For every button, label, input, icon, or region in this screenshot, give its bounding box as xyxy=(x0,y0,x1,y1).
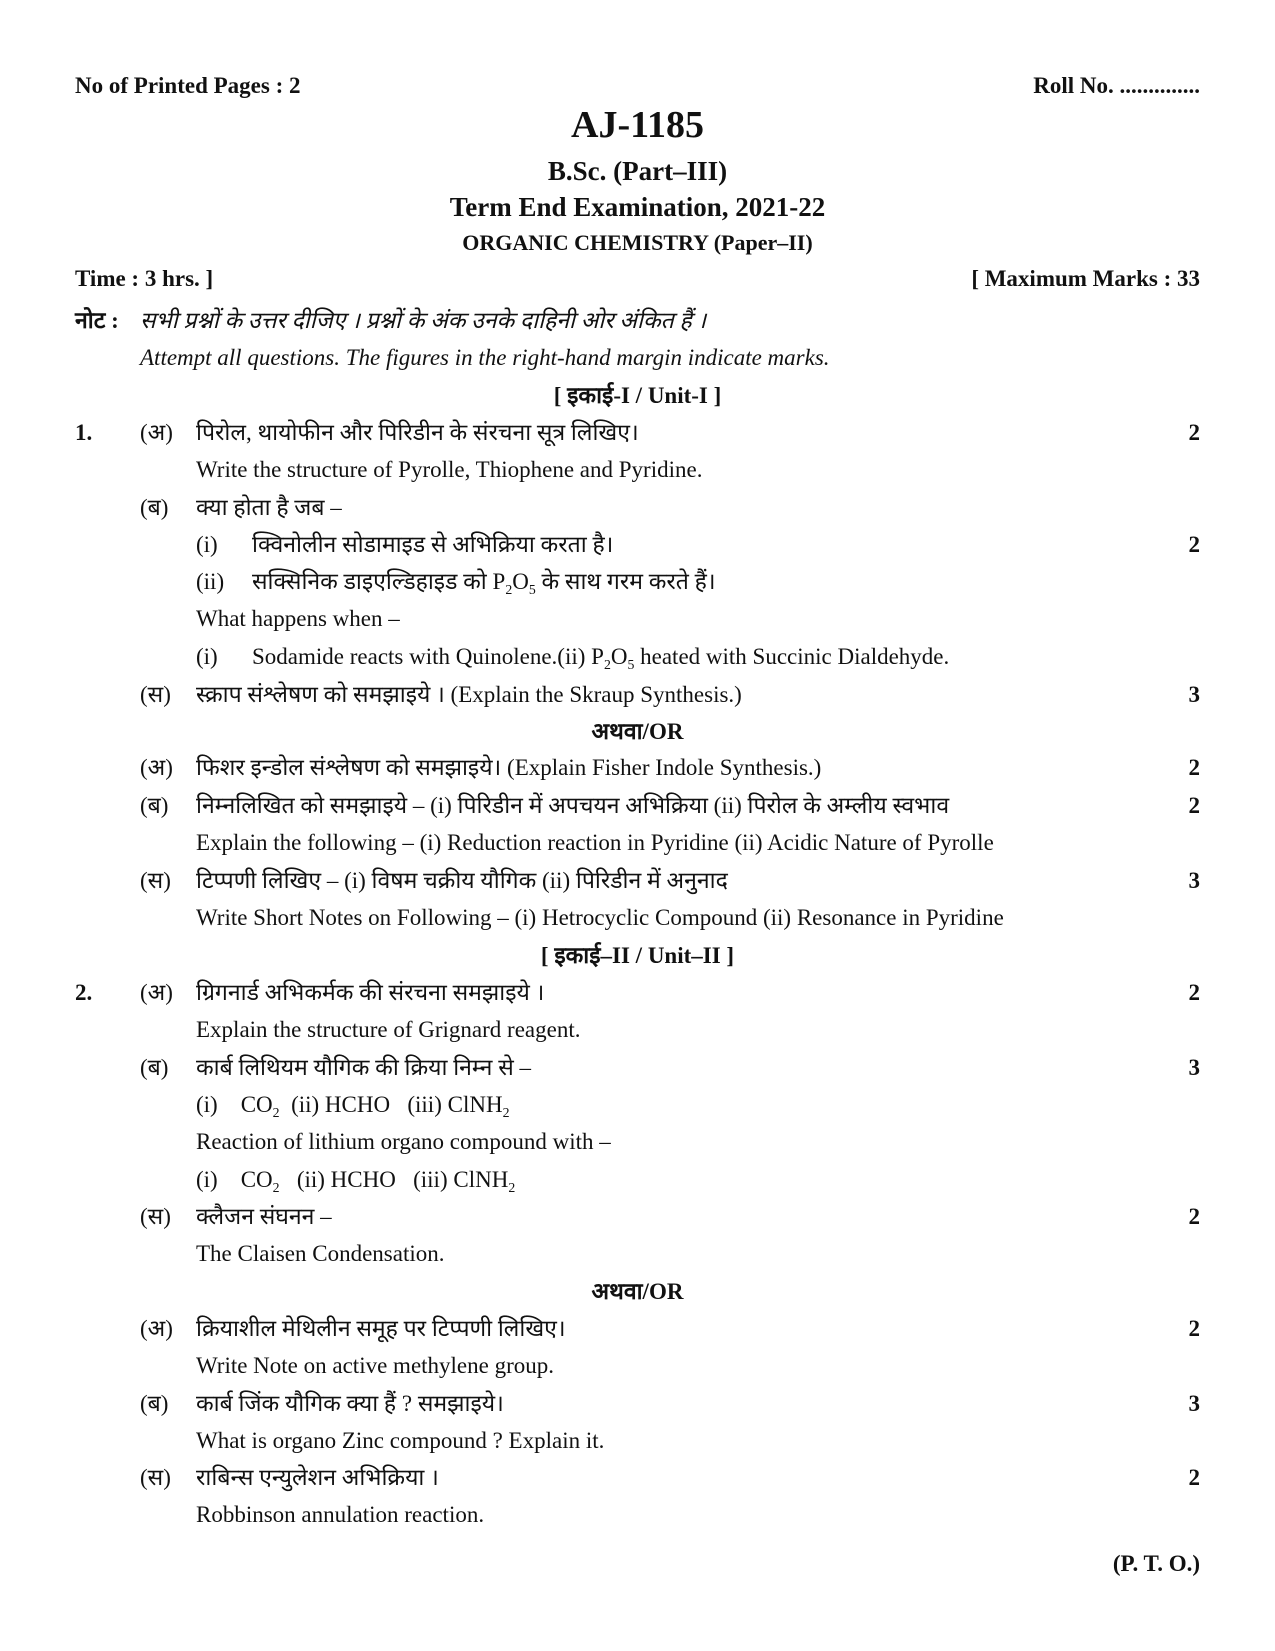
q1-or-b-hindi: निम्नलिखित को समझाइये – (i) पिरिडीन में अपचयन अभिक्रिया (ii) पिरोल के अम्लीय स्वभाव xyxy=(196,793,950,818)
or-divider: अथवा/OR xyxy=(591,719,684,744)
or-divider: अथवा/OR xyxy=(591,1279,684,1304)
note-hindi: सभी प्रश्नों के उत्तर दीजिए । प्रश्नों के अंक उनके दाहिनी ओर अंकित हैं । xyxy=(140,308,707,333)
roll-no: Roll No. .............. xyxy=(1033,73,1200,98)
q2b-reagents: (i) $CO_2$ (ii) HCHO (iii) ClNH$_2$ xyxy=(196,1092,510,1120)
exam-title: Term End Examination, 2021-22 xyxy=(449,192,826,222)
q2-or-b-marks: 3 xyxy=(1188,1391,1200,1416)
item-label: (स) xyxy=(140,868,171,893)
q2-or-c-hindi: राबिन्स एन्युलेशन अभिक्रिया । xyxy=(196,1465,439,1490)
q2a-marks: 2 xyxy=(1188,980,1200,1005)
item-label: (ब) xyxy=(140,1055,169,1080)
q2b-reagents-english: (i) $CO_2$ (ii) HCHO (iii) ClNH$_2$ xyxy=(196,1167,516,1195)
q2-or-a-marks: 2 xyxy=(1188,1316,1200,1341)
q2b-hindi: कार्ब लिथियम यौगिक की क्रिया निम्न से – xyxy=(196,1055,531,1080)
q2-or-a-english: Write Note on active methylene group. xyxy=(196,1353,555,1378)
question-number: 1. xyxy=(75,420,93,445)
q1a-english: Write the structure of Pyrolle, Thiophene and Pyridine. xyxy=(196,457,703,482)
sub-item-label: (ii) xyxy=(196,569,225,594)
time-allowed: Time : 3 hrs. ] xyxy=(75,266,214,291)
sub-item-label: (i) xyxy=(196,644,218,669)
q1a-hindi: पिरोल, थायोफीन और पिरिडीन के संरचना सूत्र लिखिए। xyxy=(196,420,639,445)
q2c-marks: 2 xyxy=(1188,1204,1200,1229)
q1-or-c-english: Write Short Notes on Following – (i) Hetrocyclic Compound (ii) Resonance in Pyridine xyxy=(196,905,1004,930)
q1b-english-items: Sodamide reacts with Quinolene.(ii) $P_2O_5$ heated with Succinic Dialdehyde. xyxy=(252,644,950,672)
q2a-hindi: ग्रिगनार्ड अभिकर्मक की संरचना समझाइये । xyxy=(196,980,545,1005)
unit2-heading: [ इकाई–II / Unit–II ] xyxy=(540,943,735,968)
q2-or-b-hindi: कार्ब जिंक यौगिक क्या हैं ? समझाइये। xyxy=(196,1391,504,1416)
item-label: (ब) xyxy=(140,793,169,818)
q2c-hindi: क्लैजन संघनन – xyxy=(196,1204,332,1229)
q1a-marks: 2 xyxy=(1188,420,1200,445)
question-number: 2. xyxy=(75,980,93,1005)
item-label: (स) xyxy=(140,1465,171,1490)
q2b-english: Reaction of lithium organo compound with – xyxy=(196,1129,611,1154)
item-label: (अ) xyxy=(140,755,173,780)
q1-or-b-marks: 2 xyxy=(1188,793,1200,818)
q2c-english: The Claisen Condensation. xyxy=(196,1241,445,1266)
q1b-ii-hindi: सक्सिनिक डाइएल्डिहाइड को $P_2O_5$ के साथ गरम करते हैं। xyxy=(252,569,716,597)
q1-or-c-marks: 3 xyxy=(1188,868,1200,893)
note-english: Attempt all questions. The figures in the right-hand margin indicate marks. xyxy=(140,345,830,370)
paper-code: AJ-1185 xyxy=(571,104,704,146)
q1-or-b-english: Explain the following – (i) Reduction reaction in Pyridine (ii) Acidic Nature of Pyrolle xyxy=(196,830,994,855)
q1b-hindi: क्या होता है जब – xyxy=(196,495,342,520)
q1b-i-hindi: क्विनोलीन सोडामाइड से अभिक्रिया करता है। xyxy=(252,532,614,557)
course-title: B.Sc. (Part–III) xyxy=(547,156,728,186)
item-label: (अ) xyxy=(140,1316,173,1341)
q2-or-c-marks: 2 xyxy=(1188,1465,1200,1490)
max-marks: [ Maximum Marks : 33 xyxy=(971,266,1200,291)
unit1-heading: [ इकाई-I / Unit-I ] xyxy=(553,383,722,408)
q1-or-a-marks: 2 xyxy=(1188,755,1200,780)
q2a-english: Explain the structure of Grignard reagent. xyxy=(196,1017,581,1042)
q1b-english: What happens when – xyxy=(196,606,400,631)
item-label: (ब) xyxy=(140,495,169,520)
subject-title: ORGANIC CHEMISTRY (Paper–II) xyxy=(462,230,813,255)
sub-item-label: (i) xyxy=(196,532,218,557)
item-label: (स) xyxy=(140,1204,171,1229)
q2b-marks: 3 xyxy=(1188,1055,1200,1080)
q2-or-a-hindi: क्रियाशील मेथिलीन समूह पर टिप्पणी लिखिए। xyxy=(196,1316,566,1341)
item-label: (अ) xyxy=(140,420,173,445)
q2-or-b-english: What is organo Zinc compound ? Explain it. xyxy=(196,1428,605,1453)
q1-or-a-text: फिशर इन्डोल संश्लेषण को समझाइये। (Explain Fisher Indole Synthesis.) xyxy=(196,755,822,780)
item-label: (स) xyxy=(140,682,171,707)
note-label: नोट : xyxy=(75,308,119,333)
pto-footer: (P. T. O.) xyxy=(1112,1551,1200,1576)
q1c-text: स्क्राप संश्लेषण को समझाइये । (Explain the Skraup Synthesis.) xyxy=(196,682,742,707)
q1c-marks: 3 xyxy=(1188,682,1200,707)
q1b-marks: 2 xyxy=(1188,532,1200,557)
q2-or-c-english: Robbinson annulation reaction. xyxy=(196,1502,485,1527)
printed-pages: No of Printed Pages : 2 xyxy=(75,73,301,98)
item-label: (ब) xyxy=(140,1391,169,1416)
q1-or-c-hindi: टिप्पणी लिखिए – (i) विषम चक्रीय यौगिक (ii) पिरिडीन में अनुनाद xyxy=(196,868,728,893)
item-label: (अ) xyxy=(140,980,173,1005)
